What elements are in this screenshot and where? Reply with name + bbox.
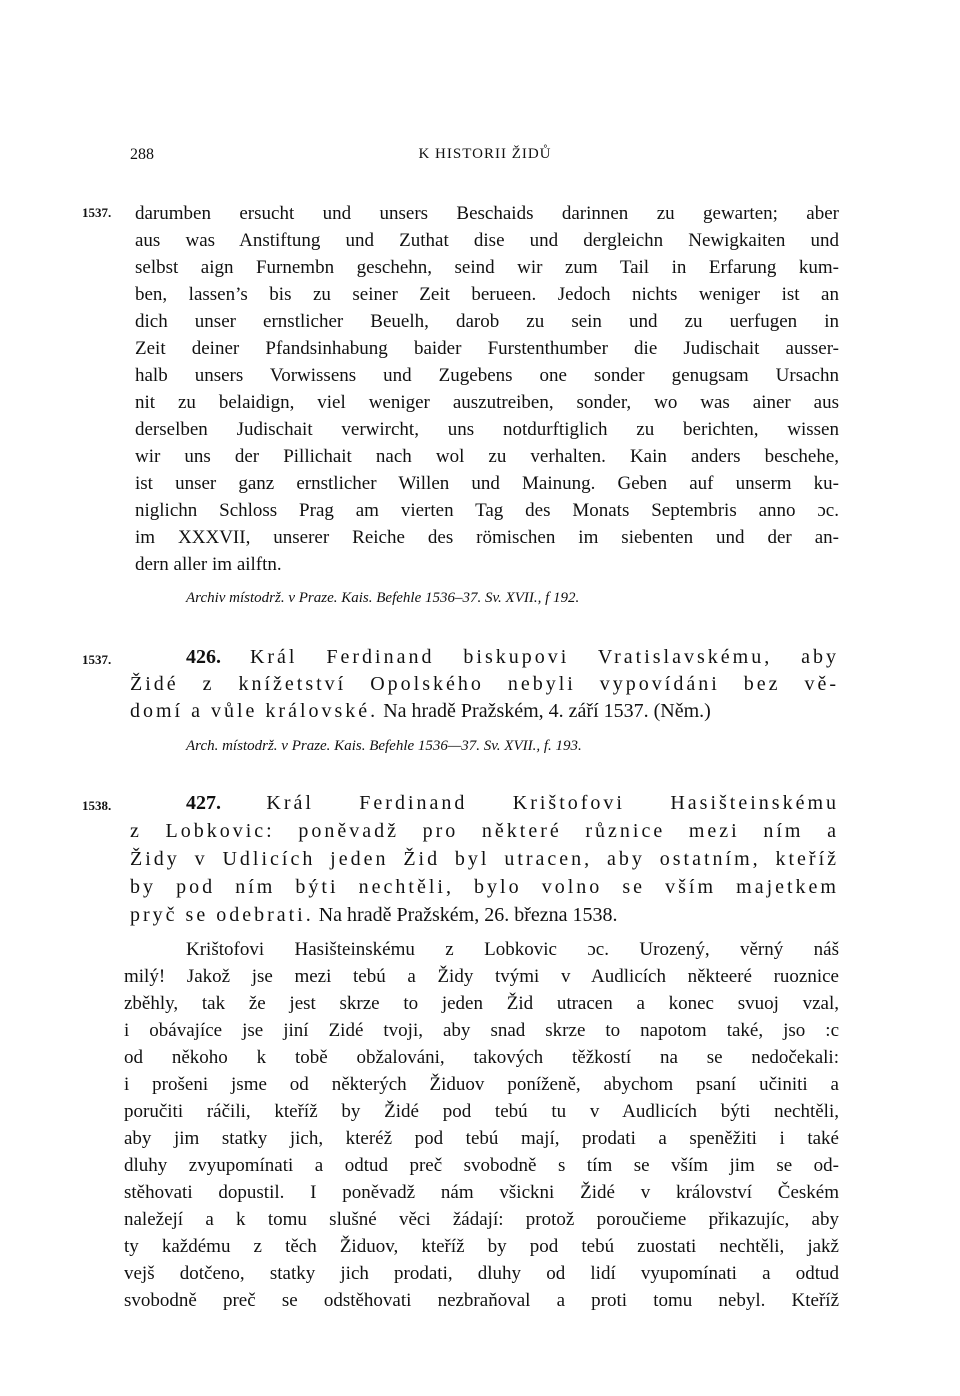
text-line: selbst aign Furnembn geschehn, seind wir zum Tail in Erfarung kum- (135, 257, 839, 278)
regest-line: Židy v Udlicích jeden Žid byl utracen, aby ostatním, kteříž (130, 848, 839, 870)
text-line: od někoho k tobě obžalováni, takových těžkostí na se nedočekali: (124, 1047, 839, 1068)
text-line: poručiti ráčili, kteříž by Židé pod tebú tu v Audlicích býti nechtěli, (124, 1101, 839, 1122)
text-line: dluhy zvyupomínati a odtud preč svobodně s tím se vším jim se od- (124, 1155, 839, 1176)
regest-line: 427. Král Ferdinand Krištofovi Hasišteinskému (186, 792, 839, 814)
year-marker: 1537. (82, 205, 112, 220)
running-head: K HISTORII ŽIDŮ (418, 146, 552, 162)
text-line: darumben ersucht und unsers Beschaids darinnen zu gewarten; aber (135, 203, 839, 224)
text-line: milý! Jakož jse mezi tebú a Židy tvými v Audlicích někteeré ruoznice (124, 966, 839, 987)
text-line: aby jim statky jich, kteréž pod tebú mají, prodati a speněžiti i také (124, 1128, 839, 1149)
entry-number: 426. (186, 646, 221, 668)
text-line: zběhly, tak že jest skrze to jeden Žid utracen a konec svuoj vzal, (124, 993, 839, 1014)
page-number: 288 (130, 146, 154, 163)
page-header (130, 146, 840, 170)
regest-line: pryč se odebrati. Na hradě Pražském, 26. března 1538. (130, 904, 618, 926)
text-line: derselben Judischait verwircht, uns notdurftiglich zu berichten, wissen (135, 419, 839, 440)
text-line: naležejí a k tomu slušné věci žádají: protož poroučieme přikazujíc, aby (124, 1209, 839, 1230)
text-line: svobodně preč se odstěhovati nezbraňoval a proti tomu nebyl. Kteříž (124, 1290, 839, 1311)
text-line: i prošeni jsme od některých Židuov poníženě, abychom psaní učiniti a (124, 1074, 839, 1095)
text-line: ben, lassen’s bis zu seiner Zeit berueen. Jedoch nichts weniger ist an (135, 284, 839, 305)
text-line: aus was Anstiftung und Zuthat dise und dergleichn Newigkaiten und (135, 230, 839, 251)
text-line: ty každému z těch Židuov, kteříž by pod tebú zuostati nechtěli, jakž (124, 1236, 839, 1257)
regest-line: z Lobkovic: poněvadž pro některé různice mezi ním a (130, 820, 839, 842)
text-line: dich unser ernstlicher Beuelh, darob zu sein und zu uerfugen in (135, 311, 839, 332)
text-line: dern aller im ailftn. (135, 554, 282, 575)
text-line: wir uns der Pillichait nach wol zu verhalten. Kain anders beschehe, (135, 446, 839, 467)
year-marker: 1538. (82, 798, 112, 813)
entry-number: 427. (186, 792, 221, 814)
text-line: i obávajíce jse jiní Zidé tvoji, aby snad skrze to napotom také, jso :c (124, 1020, 839, 1041)
text-line: Zeit deiner Pfandsinhabung baider Furstenthumber die Judischait ausser- (135, 338, 839, 359)
text-line: vejš dotčeno, statky jich prodati, dluhy od lidí vyupomínati a odtud (124, 1263, 839, 1284)
text-line: stěhovati dopustil. I poněvadž nám všickni Židé v království Českém (124, 1182, 839, 1203)
text-line: im XXXVII, unserer Reiche des römischen im siebenten und der an- (135, 527, 839, 548)
text-line: Krištofovi Hasišteinskému z Lobkovic ɔc. Urozený, věrný náš (186, 939, 839, 960)
text-line: halb unsers Vorwissens und Zugebens one sonder genugsam Ursachn (135, 365, 839, 386)
regest-line: Židé z knížetství Opolského nebyli vypovídáni bez vě- (130, 673, 839, 695)
regest-line: 426. Král Ferdinand biskupovi Vratislavskému, aby (186, 646, 840, 668)
regest-line: domí a vůle královské. Na hradě Pražském, 4. září 1537. (Něm.) (130, 700, 711, 722)
text-line: ist unser ganz ernstlicher Willen und Mainung. Geben auf unserm ku- (135, 473, 839, 494)
text-line: niglichn Schloss Prag am vierten Tag des Monats Septembris anno ɔc. (135, 500, 839, 521)
archive-source-note: Archiv místodrž. v Praze. Kais. Befehle 1536–37. Sv. XVII., f 192. (186, 590, 580, 606)
text-line: nit zu belaidign, viel weniger auszutreiben, sonder, wo was ainer aus (135, 392, 839, 413)
year-marker: 1537. (82, 652, 112, 667)
archive-source-note: Arch. místodrž. v Praze. Kais. Befehle 1536—37. Sv. XVII., f. 193. (186, 738, 582, 754)
regest-line: by pod ním býti nechtěli, bylo volno se vším majetkem (130, 876, 839, 898)
